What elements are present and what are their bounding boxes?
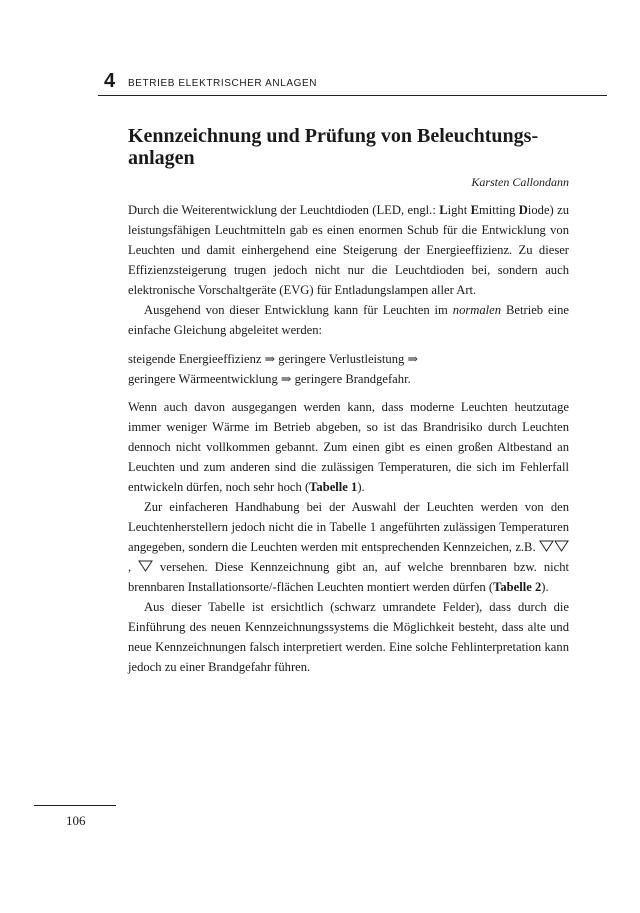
paragraph-3: Wenn auch davon ausgegangen werden kann, dass moderne Leuchten heutzutage immer weniger Wärme im Betrieb abgeben, so ist das Brandrisiko durch Leuchten dennoch nicht vollkommen gebannt. Zum einen gibt es einen großen Altbestand an Leuchten und zum anderen sind die zulässigen Temperaturen, die sich im Fehlerfall entwickeln dürfen, noch sehr hoch (Tabelle 1). xyxy=(128,400,569,494)
author: Karsten Callondann xyxy=(471,175,569,189)
formula-line-1: steigende Energieeffizienz ⇒ geringere Verlustleistung ⇒ xyxy=(128,352,419,366)
triangle-marking-icon xyxy=(554,540,569,552)
triangle-marking-icon xyxy=(539,540,554,552)
intro-section xyxy=(128,200,569,340)
triangle-marking-icon xyxy=(138,560,153,572)
paragraph-4: Zur einfacheren Handhabung bei der Auswahl der Leuchten werden von den Leuchtenherstellern jedoch nicht die in Tabelle 1 angeführten zulässigen Temperaturen angegeben, sondern die Leuchten werden mit entsprechenden Kennzeichen, z.B. , versehen. Diese Kennzeichnung gibt an, auf welche brennbaren bzw. nicht brennbaren Installationsorte/-flächen Leuchten montiert werden dürfen (Tabelle 2). xyxy=(128,500,570,594)
paragraph-1: Durch die Weiterentwicklung der Leuchtdioden (LED, engl.: Light Emitting Diode) zu leistungsfähigen Leuchtmitteln gab es einen enormen Schub für die Entwicklung von Leuchten und damit einhergehend eine Steigerung der Energieeffizienz. Zu dieser Effizienzsteigerung trugen jedoch nicht nur die Leuchtdioden bei, sondern auch elektronische Vorschaltgeräte (EVG) für Entladungslampen aller Art. xyxy=(128,203,569,297)
paragraph-5: Aus dieser Tabelle ist ersichtlich (schwarz umrandete Felder), dass durch die Einführung des neuen Kennzeichnungssystems die Möglichkeit besteht, dass alte und neue Kennzeichnungen falsch interpretiert werden. Eine solche Fehlinterpretation kann jedoch zu einer Brandgefahr führen. xyxy=(128,600,569,674)
page-number: 106 xyxy=(66,813,86,828)
paragraph-2: Ausgehend von dieser Entwicklung kann für Leuchten im normalen Betrieb eine einfache Gleichung abgeleitet werden: xyxy=(128,303,569,337)
chapter-title: BETRIEB ELEKTRISCHER ANLAGEN xyxy=(128,78,318,89)
formula xyxy=(128,349,569,389)
chapter-number: 4 xyxy=(104,70,116,92)
article-title: Kennzeichnung und Prüfung von Beleuchtungs-anlagen xyxy=(128,125,539,169)
formula-line-2: geringere Wärmeentwicklung ⇒ geringere Brandgefahr. xyxy=(128,372,411,386)
main-section xyxy=(128,397,569,677)
header-rule xyxy=(98,95,607,96)
footer-rule xyxy=(34,805,116,806)
